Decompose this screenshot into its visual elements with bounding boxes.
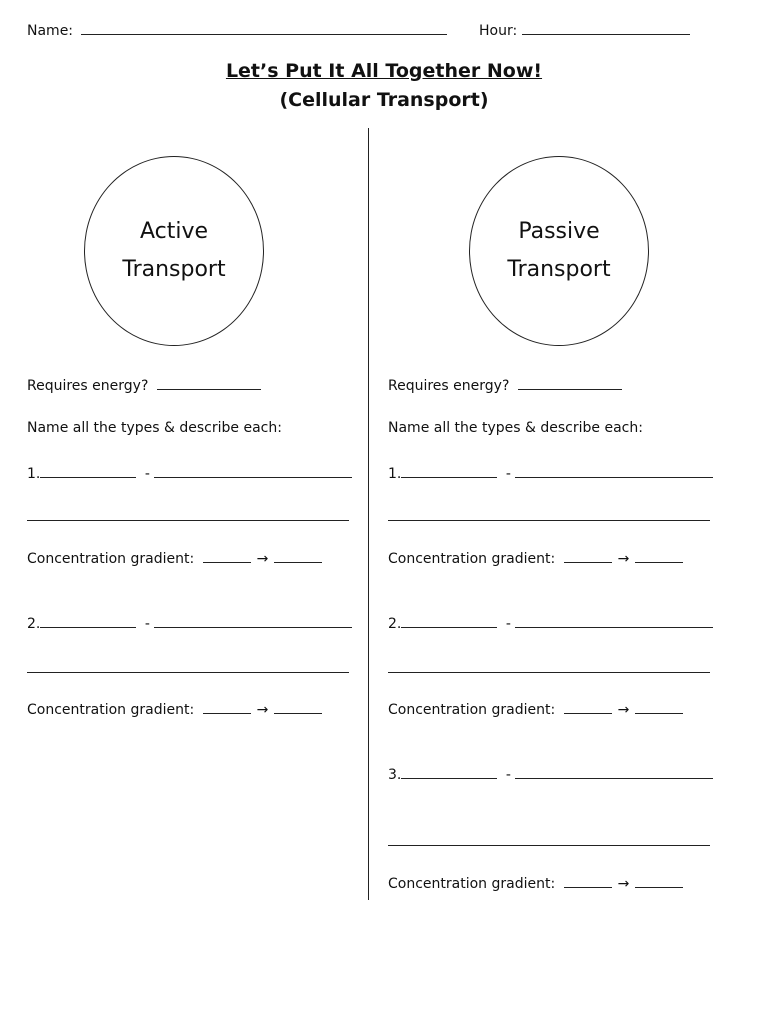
type-description-field[interactable] bbox=[515, 765, 713, 779]
requires-energy-label: Requires energy? bbox=[27, 378, 149, 394]
gradient-from-field[interactable] bbox=[564, 549, 612, 563]
dash-separator: - bbox=[144, 466, 150, 482]
gradient-to-field[interactable] bbox=[635, 874, 683, 888]
type-description-field[interactable] bbox=[515, 614, 713, 628]
type-description-field[interactable] bbox=[154, 614, 352, 628]
description-line[interactable] bbox=[27, 520, 349, 521]
item-number: 2. bbox=[388, 616, 402, 632]
item-number: 1. bbox=[27, 466, 41, 482]
type-item-1 bbox=[388, 464, 713, 482]
description-line[interactable] bbox=[388, 672, 710, 673]
gradient-from-field[interactable] bbox=[203, 700, 251, 714]
gradient-from-field[interactable] bbox=[564, 700, 612, 714]
gradient-label: Concentration gradient: bbox=[27, 551, 195, 567]
gradient-to-field[interactable] bbox=[635, 549, 683, 563]
description-line[interactable] bbox=[27, 672, 349, 673]
gradient-row bbox=[388, 700, 683, 718]
gradient-label: Concentration gradient: bbox=[388, 702, 556, 718]
type-description-field[interactable] bbox=[515, 464, 713, 478]
gradient-row bbox=[27, 700, 322, 718]
type-name-field[interactable] bbox=[401, 765, 497, 779]
arrow-icon: → bbox=[256, 551, 269, 567]
gradient-row bbox=[388, 874, 683, 892]
name-label: Name: bbox=[27, 23, 74, 39]
circle-label-line1: Active bbox=[139, 219, 209, 244]
active-transport-circle bbox=[84, 156, 264, 346]
circle-label-line1: Passive bbox=[518, 219, 600, 244]
dash-separator: - bbox=[505, 616, 511, 632]
arrow-icon: → bbox=[617, 551, 630, 567]
arrow-icon: → bbox=[617, 702, 630, 718]
type-item-2 bbox=[388, 614, 713, 632]
gradient-row bbox=[27, 549, 322, 567]
dash-separator: - bbox=[505, 466, 511, 482]
description-line[interactable] bbox=[388, 520, 710, 521]
requires-energy-row bbox=[27, 376, 261, 394]
requires-energy-label: Requires energy? bbox=[388, 378, 510, 394]
gradient-label: Concentration gradient: bbox=[388, 876, 556, 892]
passive-transport-circle bbox=[469, 156, 649, 346]
requires-energy-answer[interactable] bbox=[157, 376, 261, 390]
name-types-instruction: Name all the types & describe each: bbox=[27, 420, 282, 436]
description-line[interactable] bbox=[388, 845, 710, 846]
circle-label-line2: Transport bbox=[122, 257, 226, 282]
type-description-field[interactable] bbox=[154, 464, 352, 478]
circle-label-line2: Transport bbox=[507, 257, 611, 282]
type-item-2 bbox=[27, 614, 352, 632]
type-name-field[interactable] bbox=[401, 614, 497, 628]
worksheet-title: Let’s Put It All Together Now! bbox=[225, 60, 543, 82]
worksheet-subtitle: (Cellular Transport) bbox=[279, 89, 489, 111]
type-name-field[interactable] bbox=[40, 614, 136, 628]
type-name-field[interactable] bbox=[401, 464, 497, 478]
hour-label: Hour: bbox=[479, 23, 518, 39]
gradient-from-field[interactable] bbox=[203, 549, 251, 563]
arrow-icon: → bbox=[256, 702, 269, 718]
requires-energy-row bbox=[388, 376, 622, 394]
gradient-to-field[interactable] bbox=[274, 549, 322, 563]
arrow-icon: → bbox=[617, 876, 630, 892]
type-item-3 bbox=[388, 765, 713, 783]
column-divider bbox=[368, 128, 369, 900]
dash-separator: - bbox=[144, 616, 150, 632]
gradient-label: Concentration gradient: bbox=[388, 551, 556, 567]
name-types-instruction: Name all the types & describe each: bbox=[388, 420, 643, 436]
requires-energy-answer[interactable] bbox=[518, 376, 622, 390]
dash-separator: - bbox=[505, 767, 511, 783]
gradient-row bbox=[388, 549, 683, 567]
item-number: 2. bbox=[27, 616, 41, 632]
type-item-1 bbox=[27, 464, 352, 482]
hour-field[interactable] bbox=[522, 21, 690, 35]
type-name-field[interactable] bbox=[40, 464, 136, 478]
gradient-to-field[interactable] bbox=[274, 700, 322, 714]
item-number: 3. bbox=[388, 767, 402, 783]
gradient-to-field[interactable] bbox=[635, 700, 683, 714]
name-row bbox=[27, 21, 447, 39]
name-field[interactable] bbox=[81, 21, 447, 35]
hour-row bbox=[479, 21, 690, 39]
item-number: 1. bbox=[388, 466, 402, 482]
gradient-from-field[interactable] bbox=[564, 874, 612, 888]
gradient-label: Concentration gradient: bbox=[27, 702, 195, 718]
